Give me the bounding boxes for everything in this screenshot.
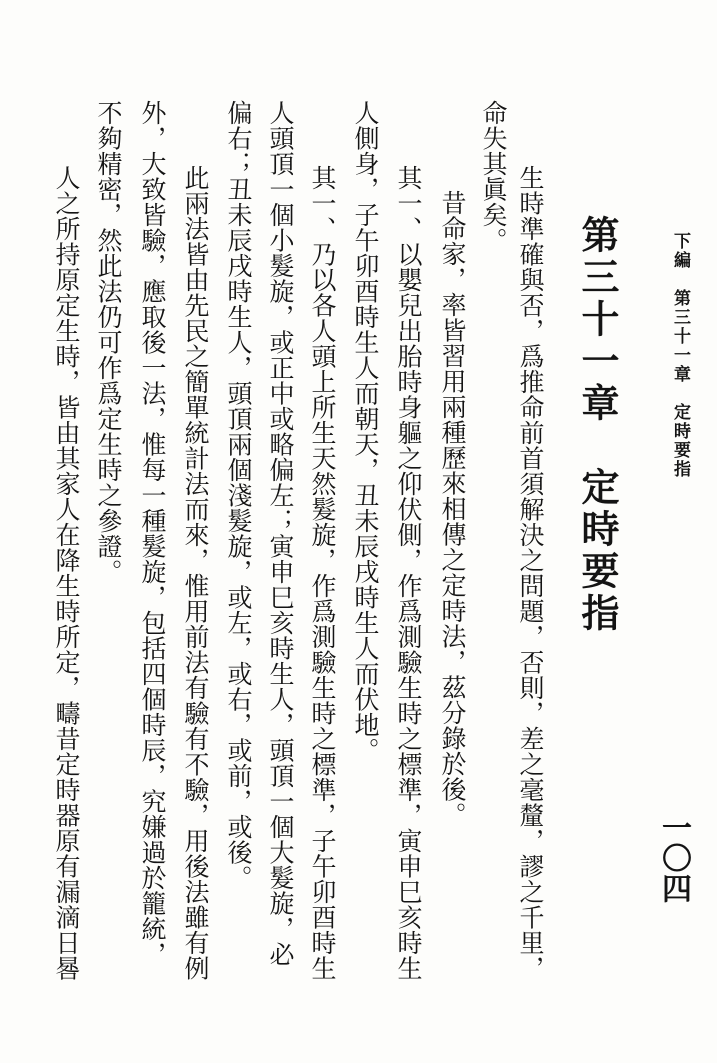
chapter-title: 第三十一章 定時要指 — [575, 215, 620, 635]
text-column-8: 偏右；丑未辰戌時生人，頭頂兩個淺髮旋，或左，或右，或前，或後。 — [224, 100, 253, 891]
text-column-7: 人頭頂一個小髮旋，或正中或略偏左；寅申巳亥時生人，頭頂一個大髮旋，必 — [266, 100, 295, 967]
running-header: 下編 第三十一章 定時要指 — [670, 232, 690, 479]
text-column-6: 其一、乃以各人頭上所生天然髮旋，作爲測驗生時之標準，子午卯酉時生 — [308, 165, 337, 981]
text-column-5: 人側身，子午卯酉時生人而朝天，丑未辰戌時生人而伏地。 — [351, 100, 380, 763]
page-number: 一〇四 — [656, 812, 691, 904]
text-column-12: 人之所持原定生時，皆由其家人在降生時所定，疇昔定時器原有漏滴日晷 — [52, 165, 81, 981]
text-column-2: 命失其眞矣。 — [479, 100, 508, 253]
text-column-11: 不夠精密，然此法仍可作爲定生時之參證。 — [94, 100, 123, 585]
text-column-9: 此兩法皆由先民之簡單統計法而來，惟用前法有驗有不驗，用後法雖有例 — [181, 165, 210, 981]
text-column-3: 昔命家，率皆習用兩種歷來相傳之定時法，茲分錄於後。 — [438, 190, 467, 828]
text-column-1: 生時準確與否，爲推命前首須解決之問題，否則，差之毫釐，謬之千里， — [516, 165, 545, 981]
text-column-4: 其一、以嬰兒出胎時身軀之仰伏側，作爲測驗生時之標準，寅申巳亥時生 — [394, 165, 423, 981]
text-column-10: 外，大致皆驗，應取後一法，惟每一種髮旋，包括四個時辰，究嫌過於籠統， — [138, 100, 167, 967]
